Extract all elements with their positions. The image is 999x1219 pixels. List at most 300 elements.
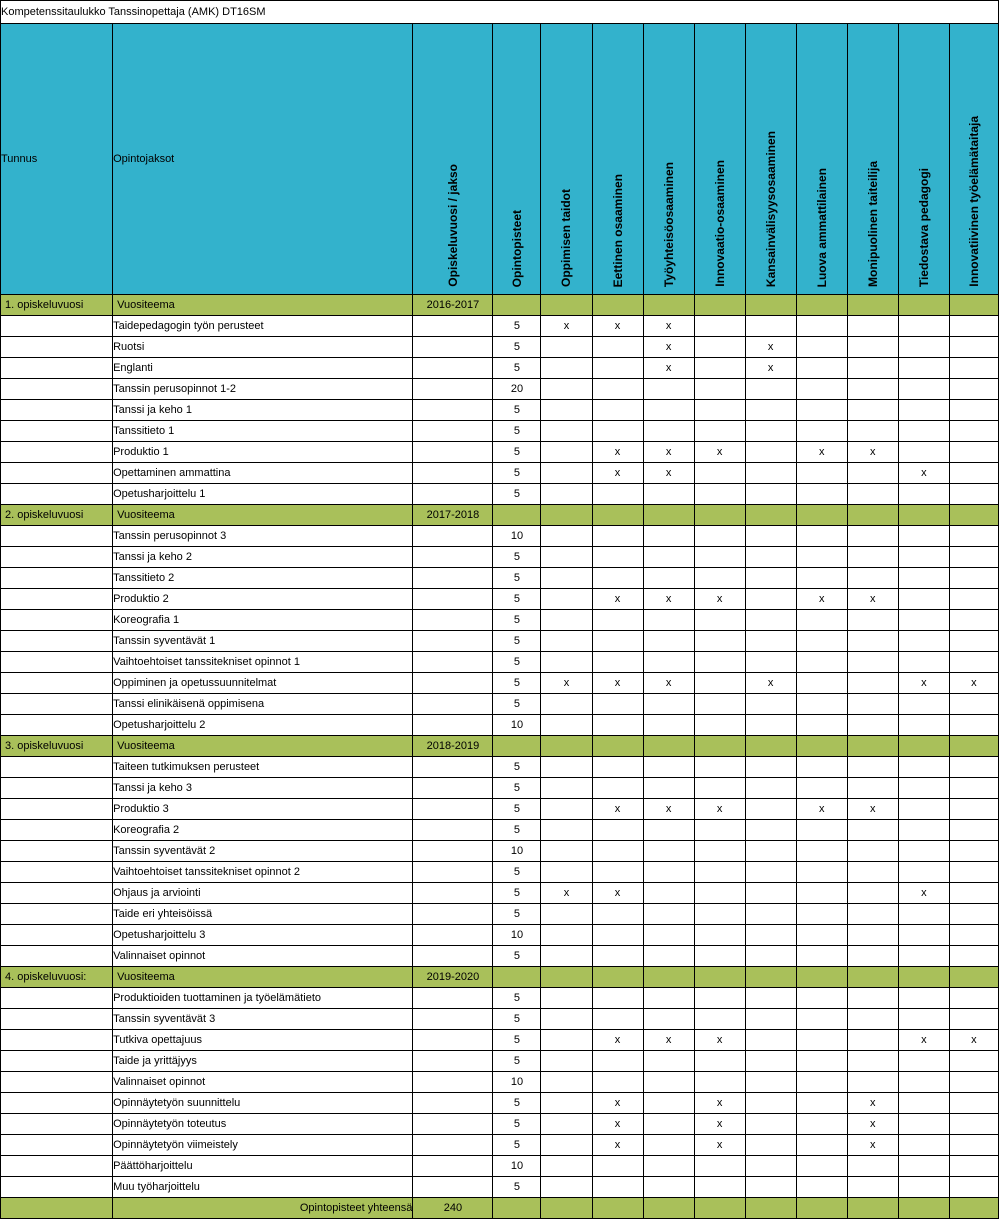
row-credits: 5: [493, 694, 541, 715]
table-row[interactable]: [1, 631, 999, 652]
table-row[interactable]: [1, 778, 999, 799]
section-label: Vuositeema: [113, 295, 413, 316]
row-credits: 5: [493, 400, 541, 421]
section-credits-empty: [493, 295, 541, 316]
row-mark-3: [694, 652, 745, 673]
row-mark-1: [592, 400, 643, 421]
row-mark-6: [847, 568, 898, 589]
row-period-empty: [413, 316, 493, 337]
header-competency-1-label: Eettinen osaaminen: [610, 173, 625, 287]
row-mark-4: [745, 883, 796, 904]
row-mark-3: [694, 883, 745, 904]
row-mark-1: [592, 862, 643, 883]
row-mark-7: [898, 841, 949, 862]
row-mark-0: [541, 610, 592, 631]
row-mark-0: [541, 358, 592, 379]
row-mark-4: [745, 1135, 796, 1156]
row-mark-8: [949, 1051, 998, 1072]
total-empty-mark-3: [694, 1198, 745, 1219]
row-mark-6: [847, 946, 898, 967]
row-mark-2: x: [643, 1030, 694, 1051]
row-mark-6: [847, 463, 898, 484]
row-mark-0: [541, 946, 592, 967]
row-mark-1: [592, 337, 643, 358]
row-mark-0: [541, 337, 592, 358]
row-mark-6: [847, 988, 898, 1009]
row-mark-5: [796, 1156, 847, 1177]
row-tunnus-empty: [1, 337, 113, 358]
row-mark-6: [847, 694, 898, 715]
row-credits: 5: [493, 337, 541, 358]
row-mark-8: [949, 1114, 998, 1135]
row-mark-3: [694, 526, 745, 547]
header-competency-8: [949, 24, 998, 295]
row-mark-3: [694, 757, 745, 778]
row-credits: 5: [493, 1093, 541, 1114]
row-mark-7: x: [898, 1030, 949, 1051]
section-credits-empty: [493, 736, 541, 757]
section-mark-empty: [898, 967, 949, 988]
table-row[interactable]: [1, 1051, 999, 1072]
table-row[interactable]: [1, 1114, 999, 1135]
table-row[interactable]: [1, 484, 999, 505]
table-row[interactable]: [1, 904, 999, 925]
table-row[interactable]: [1, 463, 999, 484]
row-mark-3: [694, 715, 745, 736]
row-mark-7: [898, 442, 949, 463]
row-credits: 5: [493, 610, 541, 631]
section-mark-empty: [745, 505, 796, 526]
row-mark-1: x: [592, 1135, 643, 1156]
row-mark-8: [949, 925, 998, 946]
row-course-name: Produktio 3: [113, 799, 413, 820]
row-mark-6: [847, 778, 898, 799]
section-period: 2016-2017: [413, 295, 493, 316]
row-mark-5: [796, 610, 847, 631]
table-row[interactable]: [1, 547, 999, 568]
row-credits: 5: [493, 799, 541, 820]
row-mark-6: [847, 631, 898, 652]
table-row[interactable]: [1, 358, 999, 379]
row-mark-2: [643, 715, 694, 736]
row-mark-5: [796, 1114, 847, 1135]
header-opiskeluvuosi-wrap: [413, 25, 492, 293]
table-row[interactable]: [1, 589, 999, 610]
row-mark-4: [745, 988, 796, 1009]
row-mark-6: [847, 1072, 898, 1093]
row-mark-2: x: [643, 673, 694, 694]
row-mark-6: [847, 652, 898, 673]
table-row[interactable]: [1, 673, 999, 694]
row-mark-2: [643, 757, 694, 778]
section-mark-empty: [949, 736, 998, 757]
header-competency-0-label: Oppimisen taidot: [559, 188, 574, 287]
title-row: [1, 1, 999, 24]
row-mark-4: [745, 421, 796, 442]
row-mark-1: [592, 358, 643, 379]
row-credits: 5: [493, 946, 541, 967]
row-mark-2: [643, 526, 694, 547]
row-mark-6: [847, 715, 898, 736]
table-row[interactable]: [1, 841, 999, 862]
row-mark-2: [643, 484, 694, 505]
row-mark-2: [643, 1135, 694, 1156]
header-competency-2-label: Työyhteisöosaaminen: [661, 161, 676, 287]
row-mark-7: [898, 526, 949, 547]
row-mark-4: x: [745, 673, 796, 694]
row-mark-4: [745, 757, 796, 778]
row-mark-5: [796, 337, 847, 358]
row-mark-6: [847, 379, 898, 400]
row-mark-8: [949, 358, 998, 379]
row-mark-6: [847, 526, 898, 547]
row-mark-0: x: [541, 883, 592, 904]
total-empty-1: [493, 1198, 541, 1219]
row-mark-7: [898, 1135, 949, 1156]
row-mark-0: [541, 1051, 592, 1072]
row-tunnus-empty: [1, 589, 113, 610]
row-mark-4: [745, 1051, 796, 1072]
section-mark-empty: [898, 505, 949, 526]
row-mark-6: [847, 862, 898, 883]
row-mark-7: [898, 757, 949, 778]
table-row[interactable]: [1, 442, 999, 463]
row-mark-5: [796, 841, 847, 862]
row-mark-6: x: [847, 799, 898, 820]
row-tunnus-empty: [1, 841, 113, 862]
section-mark-empty: [643, 967, 694, 988]
row-course-name: Tanssitieto 1: [113, 421, 413, 442]
header-tunnus: Tunnus: [1, 24, 113, 295]
table-row[interactable]: [1, 820, 999, 841]
section-tunnus: 1. opiskeluvuosi: [1, 295, 113, 316]
table-row[interactable]: [1, 988, 999, 1009]
row-period-empty: [413, 862, 493, 883]
row-mark-3: [694, 547, 745, 568]
row-tunnus-empty: [1, 547, 113, 568]
row-mark-7: [898, 337, 949, 358]
table-row[interactable]: [1, 421, 999, 442]
row-mark-7: [898, 1009, 949, 1030]
row-mark-1: [592, 988, 643, 1009]
row-tunnus-empty: [1, 568, 113, 589]
row-mark-1: [592, 820, 643, 841]
row-period-empty: [413, 1009, 493, 1030]
section-mark-empty: [898, 736, 949, 757]
row-mark-8: [949, 1009, 998, 1030]
table-row[interactable]: [1, 379, 999, 400]
header-competency-1-wrap: [593, 25, 643, 293]
row-mark-0: [541, 1009, 592, 1030]
row-mark-6: [847, 337, 898, 358]
total-row: [1, 1198, 999, 1219]
table-row[interactable]: [1, 757, 999, 778]
row-tunnus-empty: [1, 673, 113, 694]
row-credits: 5: [493, 820, 541, 841]
row-mark-2: [643, 1051, 694, 1072]
row-mark-3: [694, 421, 745, 442]
row-mark-3: [694, 1156, 745, 1177]
row-mark-5: [796, 1177, 847, 1198]
row-mark-8: [949, 652, 998, 673]
row-course-name: Taidepedagogin työn perusteet: [113, 316, 413, 337]
row-mark-4: [745, 778, 796, 799]
header-opintopisteet-wrap: [493, 25, 540, 293]
row-mark-8: [949, 463, 998, 484]
table-row[interactable]: [1, 715, 999, 736]
row-mark-5: [796, 379, 847, 400]
row-course-name: Tanssin perusopinnot 1-2: [113, 379, 413, 400]
row-mark-5: [796, 862, 847, 883]
section-mark-empty: [745, 295, 796, 316]
row-period-empty: [413, 757, 493, 778]
row-mark-6: x: [847, 589, 898, 610]
row-credits: 5: [493, 1177, 541, 1198]
row-mark-6: [847, 610, 898, 631]
row-mark-3: [694, 337, 745, 358]
row-mark-5: [796, 673, 847, 694]
row-mark-4: [745, 841, 796, 862]
row-mark-1: x: [592, 1030, 643, 1051]
row-credits: 5: [493, 1114, 541, 1135]
row-mark-5: [796, 778, 847, 799]
row-period-empty: [413, 400, 493, 421]
row-mark-3: x: [694, 589, 745, 610]
row-tunnus-empty: [1, 400, 113, 421]
table-row[interactable]: [1, 652, 999, 673]
row-mark-3: x: [694, 1030, 745, 1051]
row-mark-7: [898, 694, 949, 715]
row-period-empty: [413, 1051, 493, 1072]
row-mark-1: [592, 694, 643, 715]
header-competency-7: [898, 24, 949, 295]
row-mark-8: x: [949, 673, 998, 694]
row-mark-0: x: [541, 316, 592, 337]
row-tunnus-empty: [1, 757, 113, 778]
row-mark-2: [643, 547, 694, 568]
section-mark-empty: [592, 295, 643, 316]
row-course-name: Ruotsi: [113, 337, 413, 358]
table-row[interactable]: [1, 1093, 999, 1114]
row-period-empty: [413, 883, 493, 904]
header-competency-6-label: Monipuolinen taiteilija: [865, 161, 880, 287]
row-mark-1: [592, 715, 643, 736]
row-mark-2: x: [643, 463, 694, 484]
row-mark-4: [745, 925, 796, 946]
table-row[interactable]: [1, 337, 999, 358]
row-mark-8: [949, 442, 998, 463]
row-mark-2: [643, 1093, 694, 1114]
header-competency-7-wrap: [899, 25, 949, 293]
row-mark-6: [847, 1177, 898, 1198]
row-period-empty: [413, 988, 493, 1009]
row-tunnus-empty: [1, 421, 113, 442]
header-competency-5-wrap: [797, 25, 847, 293]
row-mark-7: [898, 484, 949, 505]
table-row[interactable]: [1, 526, 999, 547]
row-mark-2: [643, 610, 694, 631]
row-mark-3: [694, 610, 745, 631]
row-mark-4: [745, 904, 796, 925]
row-credits: 10: [493, 1156, 541, 1177]
row-mark-5: [796, 652, 847, 673]
table-row[interactable]: [1, 1177, 999, 1198]
row-mark-5: [796, 484, 847, 505]
row-tunnus-empty: [1, 610, 113, 631]
row-period-empty: [413, 1156, 493, 1177]
row-mark-6: x: [847, 1093, 898, 1114]
table-row[interactable]: [1, 1072, 999, 1093]
row-mark-3: [694, 862, 745, 883]
row-mark-4: [745, 862, 796, 883]
row-course-name: Tanssin syventävät 3: [113, 1009, 413, 1030]
row-mark-0: [541, 1030, 592, 1051]
table-row[interactable]: [1, 1009, 999, 1030]
row-mark-0: [541, 904, 592, 925]
row-mark-5: [796, 925, 847, 946]
row-mark-4: [745, 589, 796, 610]
row-course-name: Tanssi ja keho 3: [113, 778, 413, 799]
row-mark-0: [541, 589, 592, 610]
table-row[interactable]: [1, 316, 999, 337]
row-course-name: Koreografia 1: [113, 610, 413, 631]
row-mark-4: [745, 799, 796, 820]
row-period-empty: [413, 778, 493, 799]
row-mark-4: [745, 1177, 796, 1198]
row-period-empty: [413, 589, 493, 610]
total-value: 240: [413, 1198, 493, 1219]
header-competency-6: [847, 24, 898, 295]
section-mark-empty: [694, 967, 745, 988]
row-course-name: Tutkiva opettajuus: [113, 1030, 413, 1051]
row-mark-2: x: [643, 442, 694, 463]
table-row[interactable]: [1, 400, 999, 421]
row-mark-4: [745, 316, 796, 337]
row-credits: 5: [493, 589, 541, 610]
table-row[interactable]: [1, 1156, 999, 1177]
row-mark-7: [898, 946, 949, 967]
row-mark-2: [643, 568, 694, 589]
total-empty-mark-7: [898, 1198, 949, 1219]
row-mark-5: [796, 1009, 847, 1030]
table-row[interactable]: [1, 568, 999, 589]
row-mark-3: [694, 1009, 745, 1030]
row-mark-3: x: [694, 799, 745, 820]
row-mark-3: [694, 631, 745, 652]
table-row[interactable]: [1, 1030, 999, 1051]
row-mark-1: x: [592, 463, 643, 484]
row-mark-5: [796, 568, 847, 589]
row-mark-1: x: [592, 799, 643, 820]
row-mark-4: [745, 1114, 796, 1135]
header-competency-0: [541, 24, 592, 295]
row-mark-7: [898, 568, 949, 589]
total-empty-mark-5: [796, 1198, 847, 1219]
row-mark-7: [898, 1177, 949, 1198]
row-period-empty: [413, 421, 493, 442]
row-period-empty: [413, 379, 493, 400]
table-row[interactable]: [1, 946, 999, 967]
row-course-name: Tanssi elinikäisenä oppimisena: [113, 694, 413, 715]
row-credits: 5: [493, 757, 541, 778]
row-mark-5: [796, 631, 847, 652]
row-tunnus-empty: [1, 526, 113, 547]
row-mark-2: [643, 946, 694, 967]
row-mark-2: [643, 778, 694, 799]
table-row[interactable]: [1, 883, 999, 904]
header-competency-3: [694, 24, 745, 295]
row-mark-5: [796, 1093, 847, 1114]
row-mark-0: [541, 820, 592, 841]
table-row[interactable]: [1, 610, 999, 631]
row-mark-8: [949, 694, 998, 715]
table-row[interactable]: [1, 1135, 999, 1156]
row-mark-6: [847, 757, 898, 778]
row-mark-7: [898, 1051, 949, 1072]
row-mark-1: [592, 631, 643, 652]
row-mark-0: [541, 1093, 592, 1114]
table-row[interactable]: [1, 694, 999, 715]
row-mark-7: [898, 778, 949, 799]
row-mark-0: [541, 1135, 592, 1156]
row-mark-1: [592, 1009, 643, 1030]
row-period-empty: [413, 1114, 493, 1135]
row-mark-4: [745, 652, 796, 673]
row-mark-8: [949, 1093, 998, 1114]
row-mark-3: [694, 925, 745, 946]
row-mark-5: [796, 904, 847, 925]
row-mark-6: x: [847, 1135, 898, 1156]
row-mark-5: [796, 463, 847, 484]
row-period-empty: [413, 946, 493, 967]
row-mark-3: [694, 673, 745, 694]
row-mark-7: [898, 400, 949, 421]
row-period-empty: [413, 1093, 493, 1114]
row-tunnus-empty: [1, 715, 113, 736]
row-mark-1: x: [592, 589, 643, 610]
row-mark-5: [796, 988, 847, 1009]
section-mark-empty: [592, 736, 643, 757]
section-mark-empty: [949, 295, 998, 316]
row-mark-2: [643, 400, 694, 421]
table-row[interactable]: [1, 799, 999, 820]
row-course-name: Opetusharjoittelu 2: [113, 715, 413, 736]
row-period-empty: [413, 547, 493, 568]
row-tunnus-empty: [1, 778, 113, 799]
row-mark-0: [541, 631, 592, 652]
row-mark-4: [745, 1009, 796, 1030]
row-tunnus-empty: [1, 631, 113, 652]
table-row[interactable]: [1, 925, 999, 946]
row-period-empty: [413, 925, 493, 946]
table-row[interactable]: [1, 862, 999, 883]
row-course-name: Opinnäytetyön suunnittelu: [113, 1093, 413, 1114]
row-mark-6: [847, 1156, 898, 1177]
row-mark-2: [643, 841, 694, 862]
row-credits: 10: [493, 715, 541, 736]
row-mark-6: [847, 904, 898, 925]
row-mark-3: [694, 484, 745, 505]
header-competency-6-wrap: [848, 25, 898, 293]
row-mark-1: [592, 1177, 643, 1198]
row-mark-7: x: [898, 463, 949, 484]
row-course-name: Päättöharjoittelu: [113, 1156, 413, 1177]
header-competency-5-label: Luova ammattilainen: [814, 167, 829, 287]
row-mark-3: [694, 778, 745, 799]
section-tunnus: 4. opiskeluvuosi:: [1, 967, 113, 988]
row-mark-2: [643, 421, 694, 442]
row-mark-2: x: [643, 589, 694, 610]
